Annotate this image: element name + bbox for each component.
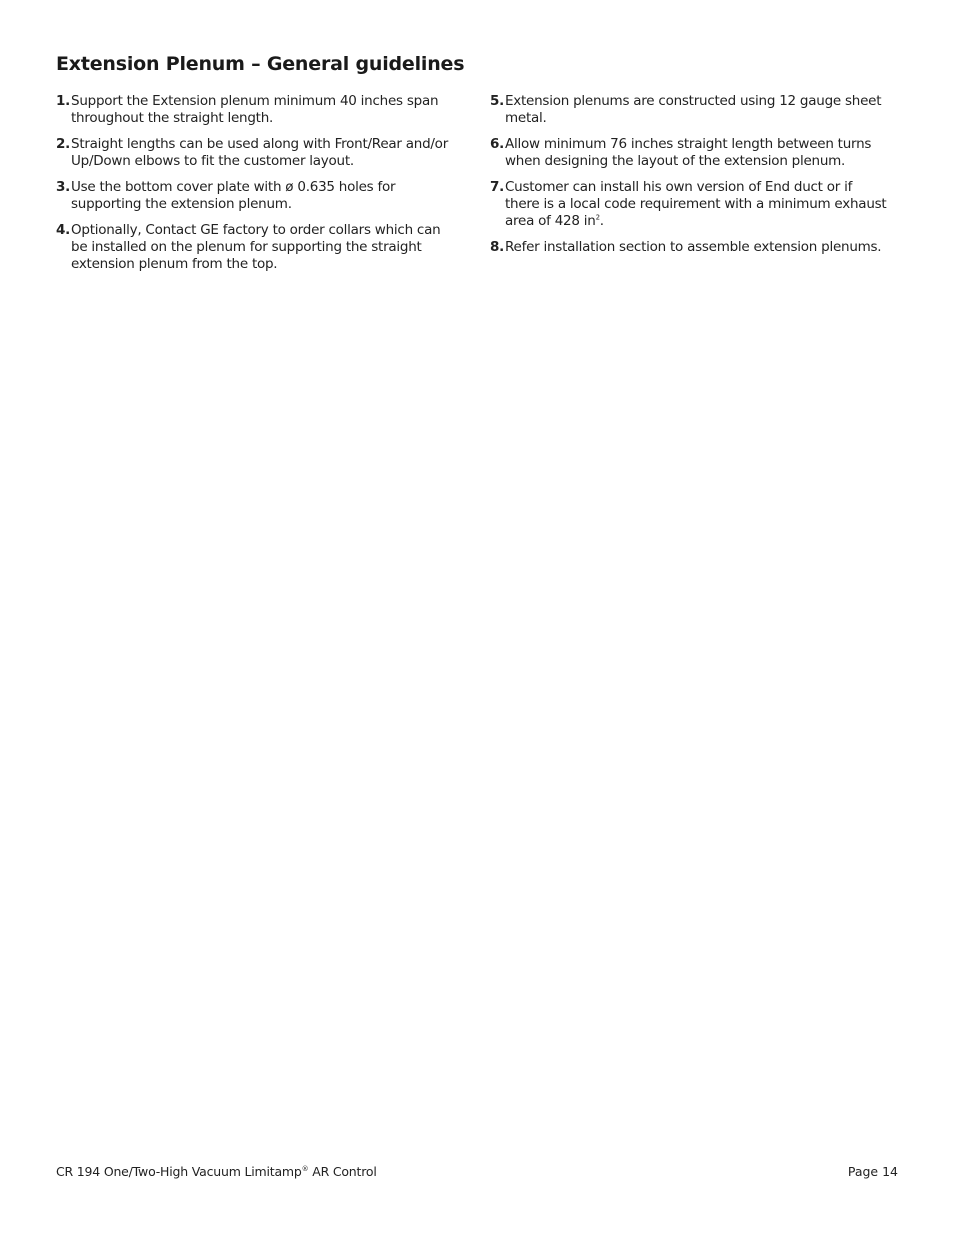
guideline-text: Support the Extension plenum minimum 40 inches span throughout the straight length. bbox=[71, 93, 439, 126]
guideline-text: Allow minimum 76 inches straight length between turns when designing the layout of the extension plenum. bbox=[505, 136, 872, 169]
guideline-number: 5. bbox=[490, 93, 505, 109]
guideline-item-4 bbox=[56, 222, 451, 273]
guidelines-list-left bbox=[56, 93, 451, 282]
guideline-item-3 bbox=[56, 179, 451, 213]
guideline-item-7 bbox=[490, 179, 890, 230]
guideline-item-8 bbox=[490, 239, 890, 256]
page-number: Page 14 bbox=[847, 1164, 898, 1179]
guideline-number: 7. bbox=[490, 179, 505, 195]
footer-doc-title-main: CR 194 One/Two-High Vacuum Limitamp bbox=[56, 1164, 302, 1179]
footer-doc-title bbox=[56, 1164, 377, 1179]
guideline-item-6 bbox=[490, 136, 890, 170]
guideline-number: 4. bbox=[56, 222, 71, 238]
guideline-text: Refer installation section to assemble extension plenums. bbox=[505, 239, 882, 255]
registered-mark: ® bbox=[301, 1164, 309, 1173]
guideline-text: Extension plenums are constructed using 12 gauge sheet metal. bbox=[505, 93, 882, 126]
guideline-number: 1. bbox=[56, 93, 71, 109]
footer-doc-title-suffix: AR Control bbox=[308, 1164, 377, 1179]
guideline-text: Straight lengths can be used along with Front/Rear and/or Up/Down elbows to fit the customer layout. bbox=[71, 136, 448, 169]
guidelines-list-right bbox=[490, 93, 890, 265]
guideline-item-2 bbox=[56, 136, 451, 170]
page-title: Extension Plenum – General guidelines bbox=[56, 53, 465, 75]
guideline-number: 3. bbox=[56, 179, 71, 195]
superscript-2: 2 bbox=[595, 213, 600, 222]
guideline-text: Optionally, Contact GE factory to order collars which can be installed on the plenum for supporting the straight extension plenum from the top. bbox=[71, 222, 441, 272]
guideline-number: 8. bbox=[490, 239, 505, 255]
guideline-item-5 bbox=[490, 93, 890, 127]
guideline-number: 2. bbox=[56, 136, 71, 152]
guideline-text-suffix: . bbox=[599, 213, 604, 229]
guideline-item-1 bbox=[56, 93, 451, 127]
guideline-text: Use the bottom cover plate with ø 0.635 holes for supporting the extension plenum. bbox=[71, 179, 396, 212]
guideline-number: 6. bbox=[490, 136, 505, 152]
guideline-text bbox=[505, 179, 886, 229]
guideline-text-main: Customer can install his own version of End duct or if there is a local code requirement with a minimum exhaust area of 428 in bbox=[505, 179, 887, 229]
